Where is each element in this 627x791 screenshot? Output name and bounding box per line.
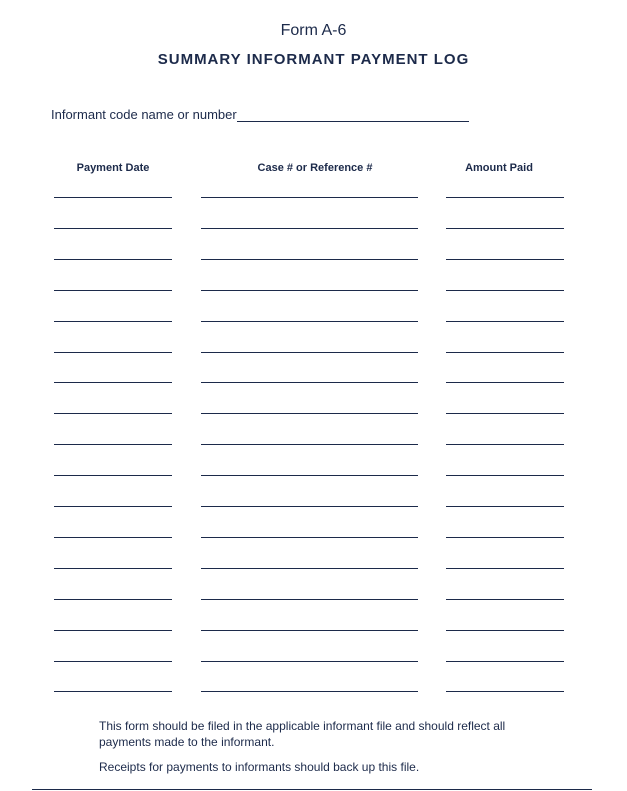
payment-date-line[interactable]: [54, 413, 172, 414]
amount-paid-line[interactable]: [446, 691, 564, 692]
amount-paid-line[interactable]: [446, 259, 564, 260]
case-reference-line[interactable]: [201, 290, 418, 291]
case-reference-line[interactable]: [201, 661, 418, 662]
case-reference-line[interactable]: [201, 691, 418, 692]
footer-note-receipts: Receipts for payments to informants should back up this file.: [99, 760, 420, 774]
amount-paid-line[interactable]: [446, 413, 564, 414]
case-reference-line[interactable]: [201, 630, 418, 631]
payment-date-line[interactable]: [54, 321, 172, 322]
payment-date-line[interactable]: [54, 475, 172, 476]
amount-paid-line[interactable]: [446, 630, 564, 631]
payment-date-line[interactable]: [54, 228, 172, 229]
amount-paid-line[interactable]: [446, 568, 564, 569]
payment-date-line[interactable]: [54, 259, 172, 260]
column-header-payment-date: Payment Date: [76, 162, 150, 174]
payment-date-line[interactable]: [54, 352, 172, 353]
payment-date-line[interactable]: [54, 630, 172, 631]
amount-paid-line[interactable]: [446, 290, 564, 291]
case-reference-line[interactable]: [201, 197, 418, 198]
case-reference-line[interactable]: [201, 228, 418, 229]
amount-paid-line[interactable]: [446, 475, 564, 476]
page-bottom-divider: [32, 789, 592, 790]
informant-code-row: [51, 107, 469, 122]
amount-paid-line[interactable]: [446, 321, 564, 322]
case-reference-line[interactable]: [201, 382, 418, 383]
payment-date-line[interactable]: [54, 197, 172, 198]
case-reference-line[interactable]: [201, 321, 418, 322]
case-reference-line[interactable]: [201, 259, 418, 260]
case-reference-line[interactable]: [201, 537, 418, 538]
amount-paid-line[interactable]: [446, 444, 564, 445]
case-reference-line[interactable]: [201, 568, 418, 569]
column-header-amount-paid: Amount Paid: [465, 162, 533, 174]
payment-date-line[interactable]: [54, 290, 172, 291]
amount-paid-line[interactable]: [446, 599, 564, 600]
payment-date-line[interactable]: [54, 444, 172, 445]
amount-paid-line[interactable]: [446, 352, 564, 353]
case-reference-line[interactable]: [201, 475, 418, 476]
page-title: SUMMARY INFORMANT PAYMENT LOG: [157, 51, 470, 68]
amount-paid-line[interactable]: [446, 506, 564, 507]
form-number: Form A-6: [280, 22, 347, 39]
payment-date-line[interactable]: [54, 568, 172, 569]
footer-note-filing: This form should be filed in the applicable informant file and should reflect all payments made to the informant.: [99, 719, 506, 749]
amount-paid-line[interactable]: [446, 228, 564, 229]
payment-date-line[interactable]: [54, 661, 172, 662]
informant-code-label: Informant code name or number: [51, 107, 237, 122]
amount-paid-line[interactable]: [446, 197, 564, 198]
payment-date-line[interactable]: [54, 537, 172, 538]
case-reference-line[interactable]: [201, 506, 418, 507]
amount-paid-line[interactable]: [446, 382, 564, 383]
amount-paid-line[interactable]: [446, 661, 564, 662]
case-reference-line[interactable]: [201, 444, 418, 445]
column-header-case-reference: Case # or Reference #: [257, 162, 373, 174]
payment-date-line[interactable]: [54, 506, 172, 507]
payment-date-line[interactable]: [54, 599, 172, 600]
case-reference-line[interactable]: [201, 352, 418, 353]
payment-date-line[interactable]: [54, 382, 172, 383]
payment-date-line[interactable]: [54, 691, 172, 692]
case-reference-line[interactable]: [201, 599, 418, 600]
informant-code-field[interactable]: [237, 109, 469, 122]
case-reference-line[interactable]: [201, 413, 418, 414]
amount-paid-line[interactable]: [446, 537, 564, 538]
